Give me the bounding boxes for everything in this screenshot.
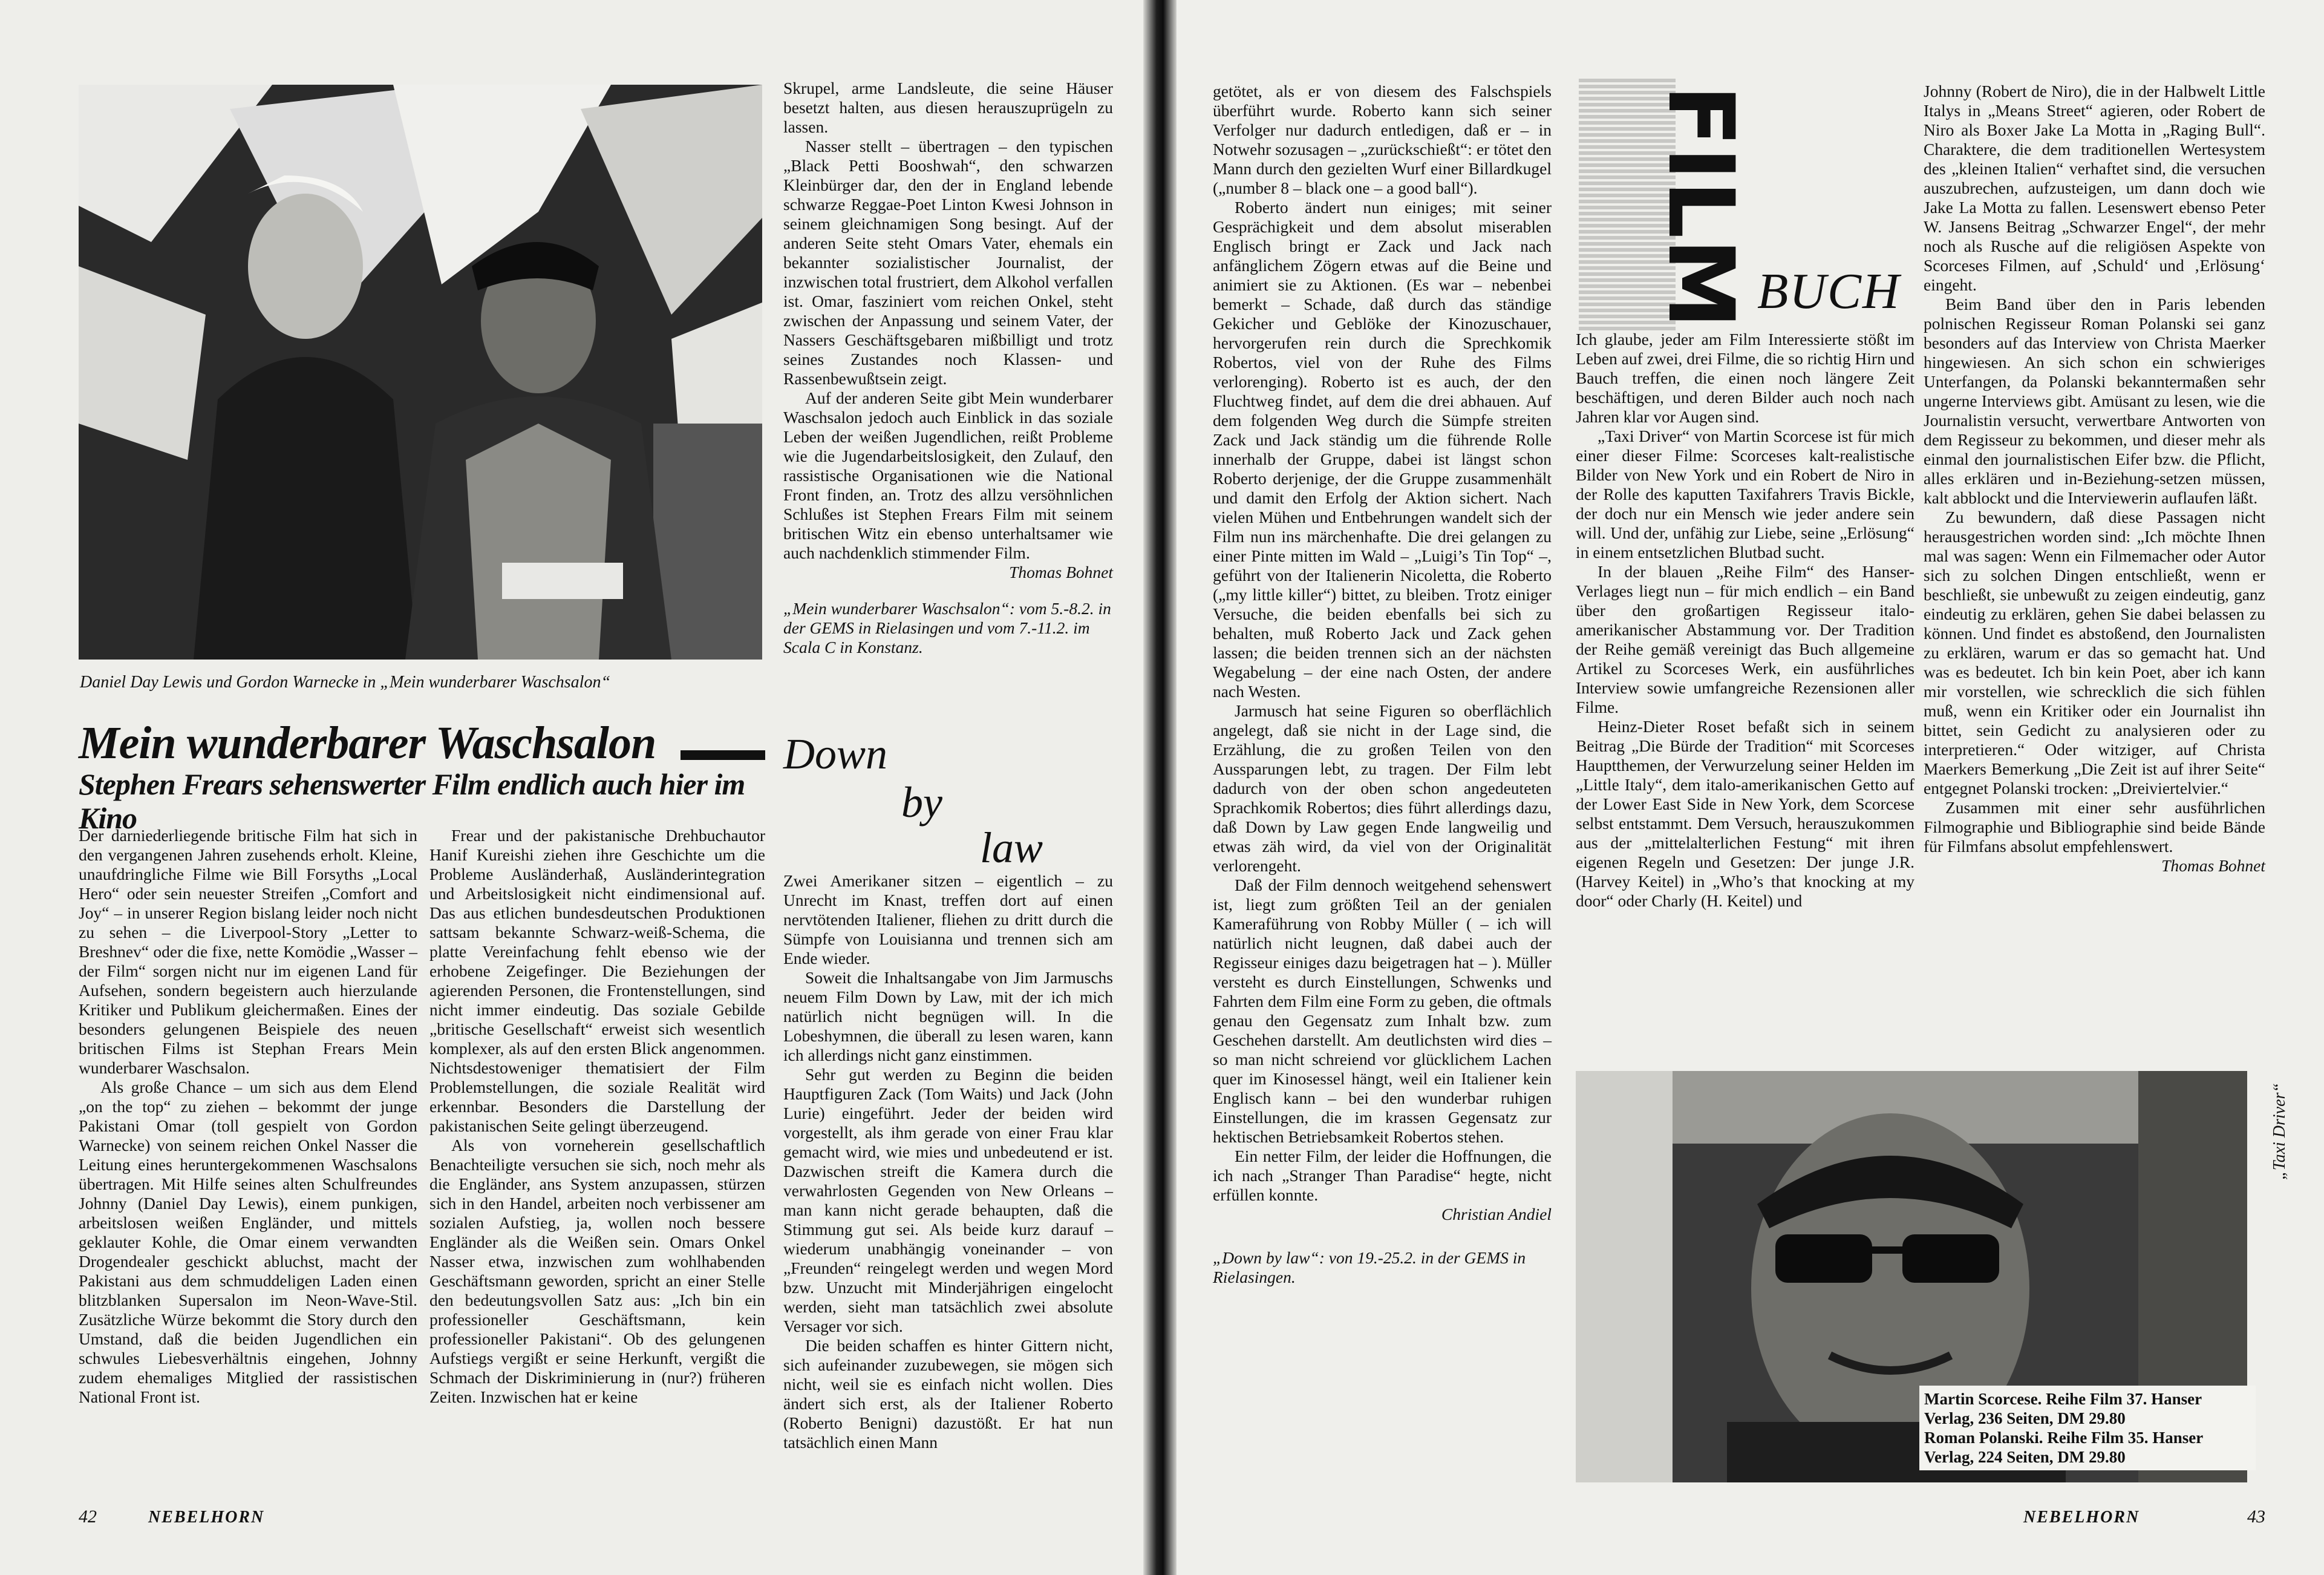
paragraph: „Taxi Driver“ von Martin Scorcese ist für mich einer dieser Filme: Scorceses kalt-realistische Bilder von New York und ein Robert de Niro in der Rolle des kaputten Taxifahrers Travis Bickle, der doch nur ein Mensch wie jeder andere sein will. Und der, unfähig zur Liebe, seine „Erlösung“ in einem entsetzlichen Blutbad sucht.	[1576, 427, 1914, 562]
screening-note: „Mein wunderbarer Waschsalon“: vom 5.-8.2. in der GEMS in Rielasingen und vom 7.-11.2. im Scala C in Konstanz.	[783, 599, 1111, 657]
headline-rule	[681, 750, 765, 760]
right-page	[1177, 0, 2324, 1575]
article-subheadline: Stephen Frears sehenswerter Film endlich auch hier im Kino	[79, 767, 745, 835]
book-info-polanski: Roman Polanski. Reihe Film 35. Hanser Verlag, 224 Seiten, DM 29.80	[1924, 1429, 2203, 1466]
page-number: 43	[2247, 1507, 2265, 1527]
buch-column-2	[1924, 82, 2265, 876]
magazine-name: NEBELHORN	[148, 1508, 265, 1527]
paragraph: Ich glaube, jeder am Film Interessierte stößt im Leben auf zwei, drei Filme, die so richtig Hirn und Bauch treffen, die einen noch längere Zeit beschäftigen, und deren Bilder auch noch nach Jahren klar vor Augen sind.	[1576, 330, 1914, 426]
paragraph: getötet, als er von diesem des Falschspiels überführt wurde. Roberto kann sich seiner Verfolger nur dadurch entledigen, daß er – in Notwehr sozusagen – „zurückschießt“: er tötet den Mann durch den gezielten Wurf einer Billardkugel („number 8 – black one – a good ball“).	[1213, 82, 1552, 197]
page-gutter	[1143, 0, 1177, 1575]
paragraph: Jarmusch hat seine Figuren so oberflächlich angelegt, daß sie nicht in der Lage sind, die Erzählung, die zu großen Teilen von den Aussparungen lebt, zu tragen. Der Film lebt dadurch von der oben schon angedeuteten Sprachkomik Robertos; dies führt allerdings dazu, daß Down by Law gegen Ende langweilig und etwas zäh wird, da viel von der Originalität verlorengeht.	[1213, 701, 1552, 875]
taxi-driver-caption: „Taxi Driver“	[2270, 1082, 2289, 1180]
paragraph: Sehr gut werden zu Beginn die beiden Hauptfiguren Zack (Tom Waits) und Jack (John Lurie) eingeführt. Jeder der beiden wird vorgestellt, als ihm gerade von einer Frau klar gemacht wird, wie mies und unbedeutend er ist. Dazwischen streift die Kamera durch die verwahrlosten Gegenden von New Orleans – man kann nicht gerade behaupten, daß die Stimmung gut sei. Als beide kurz darauf – wiederum unabhängig voneinander – von „Freunden“ reingelegt werden und wegen Mord bzw. Unzucht mit Minderjährigen eingelocht werden, sieht man tatsächlich zwei absolute Versager vor sich.	[783, 1065, 1113, 1335]
paragraph: Der darniederliegende britische Film hat sich in den vergangenen Jahren zusehends erholt. Kleine, unaufdringliche Filme wie Bill Forsyths „Local Hero“ oder sein neuester Streifen „Comfort and Joy“ – in unserer Region bislang leider noch nicht zu sehen – die Liverpool-Story „Letter to Breshnev“ oder die fixe, nette Komödie „Wasser – der Film“ sorgen nicht nur im eigenen Land für Aufsehen, sondern begeistern auch hierzulande Kritiker und Publikum gleichermaßen. Eines der besonders gelungenen Beispiele des neuen britischen Films ist Stephan Frears Mein wunderbarer Waschsalon.	[79, 826, 417, 1077]
paragraph: Auf der anderen Seite gibt Mein wunderbarer Waschsalon jedoch auch Einblick in das soziale Leben der weißen Jugendlichen, reißt Probleme wie die Jugendarbeitslosigkeit, den Zulauf, den rassistische Organisationen wie die National Front finden, an. Trotz des allzu versöhnlichen Schlußes ist Stephen Frears Film mit seinem britischen Witz ein ebenso unterhaltsamer wie auch nachdenklich stimmender Film.	[783, 388, 1113, 562]
down-by-law-column-2	[1213, 82, 1552, 1287]
paragraph: Heinz-Dieter Roset befaßt sich in seinem Beitrag „Die Bürde der Tradition“ mit Scorceses Hauptthemen, der Verwurzelung seiner Helden im „Little Italy“, dem italo-amerikanischen Getto auf der Lower East Side in New York, dem Scorcese selbst entstammt. Dem Versuch, herauszukommen aus der „mittelalterlichen Festung“ mit ihren eigenen Regeln und Gesetzen: Der junge J.R. (Harvey Keitel) in „Who’s that knocking at my door“ oder Charly (H. Keitel) und	[1576, 717, 1914, 910]
paragraph: Frear und der pakistanische Drehbuchautor Hanif Kureishi ziehen ihre Geschichte um die Probleme Ausländerhaß, Ausländerintegration und Arbeitslosigkeit nicht eindimensional auf. Das aus etlichen bundesdeutschen Produktionen sattsam bekannte Schwarz-weiß-Schema, die platte Vereinfachung fehlt ebenso wie der erhobene Zeigefinger. Die Beziehungen der agierenden Personen, die Frontenstellungen, sind nicht immer eindeutig. Das soziale Gebilde „britische Gesellschaft“ erweist sich wesentlich komplexer, als auf den ersten Blick angenommen. Nichtsdestoweniger thematisiert der Film Problemstellungen, die soziale Realität wird erkennbar. Besonders die Darstellung der pakistanischen Seite gelingt überzeugend.	[429, 826, 765, 1135]
book-info-box	[1919, 1386, 2256, 1470]
buch-title: BUCH	[1757, 263, 1901, 319]
left-page	[0, 0, 1143, 1575]
paragraph: Daß der Film dennoch weitgehend sehenswert ist, liegt zum größten Teil an der genialen Kameraführung von Robby Müller ( – ich will natürlich nicht leugnen, daß dabei auch der Regisseur einiges dazu beigetragen hat – ). Müller versteht es durch Einstellungen, Schwenks und Fahrten dem Film eine Form zu geben, die oftmals genau den Gegensatz zum Inhalt bzw. zum Geschehen darstellt. Am deutlichsten wird dies – so man nicht schreiend vor glücklichem Lachen quer im Kinosessel hängt, weil ein Italiener kein Englisch kann – bei den wunderbar ruhigen Einstellungen, die im krassen Gegensatz zur hektischen Betriebsamkeit Robertos stehen.	[1213, 876, 1552, 1146]
paragraph: Skrupel, arme Landsleute, die seine Häuser besetzt halten, aus diesen herauszuprügeln zu lassen.	[783, 79, 1113, 136]
buch-column-1	[1576, 330, 1914, 911]
film-section-logo	[1579, 79, 1753, 333]
paragraph: Nasser stellt – übertragen – den typischen „Black Petti Booshwah“, den schwarzen Kleinbürger dar, den der in England lebende schwarze Reggae-Poet Linton Kwesi Johnson in seinem gleichnamigen Song besingt. Auf der anderen Seite steht Omars Vater, ehemals ein bekannter sozialistischer Journalist, der inzwischen total frustriert, dem Alkohol verfallen ist. Omar, fasziniert vom reichen Onkel, steht zwischen der Anpassung und seinem Vater, der Nassers Geschäftsgebaren mißbilligt und trotz seines Zustandes noch Klassen- und Rassenbewußtsein zeigt.	[783, 137, 1113, 388]
paragraph: In der blauen „Reihe Film“ des Hanser-Verlages liegt nun – für mich endlich – ein Band über den großartigen Regisseur italo-amerikanischer Abstammung vor. Der Tradition der Reihe gemäß vereinigt das Buch allgemeine Artikel zu Scorceses Werk, ein ausführliches Interview sowie umfangreiche Rezensionen aller Filme.	[1576, 562, 1914, 716]
down-by-law-column-1	[783, 871, 1113, 1452]
author-signature: Thomas Bohnet	[1009, 563, 1113, 581]
down-by-law-title-law: law	[980, 824, 1043, 872]
paragraph: Zu bewundern, daß diese Passagen nicht herausgestrichen worden sind: „Ich möchte Ihnen mal was sagen: Wenn ein Filmemacher oder Autor sich zu solchen Dingen entschließt, wenn er beschließt, sie unbewußt zu zeigen eindeutig, ganz eindeutig zu erklären, gehen Sie dabei belassen zu können. Und findet es abstoßend, den Journalisten zu erklären, warum er das so gemacht hat. Und was es bedeutet. Ich bin kein Poet, aber ich kann mir vorstellen, wie schrecklich die sich fühlen muß, wenn ein Kritiker oder ein Journalist ihn bittet, sein Gedicht zu analysieren oder zu interpretieren.“ Oder witziger, auf Christa Maerkers Bemerkung „Die Zeit ist auf ihrer Seite“ entgegnet Polanski trocken: „Dreiviertelvier.“	[1924, 508, 2265, 797]
paragraph: Beim Band über den in Paris lebenden polnischen Regisseur Roman Polanski sei ganz besonders auf das Interview von Christa Maerker hingewiesen. An sich schon ein schwieriges Unterfangen, da Polanski bekanntermaßen sehr ungerne Interviews gibt. Amüsant zu lesen, wie die Journalistin versucht, verwertbare Antworten von dem Regisseur zu bekommen, und dieser mehr als einmal den journalistischen Eifer bzw. die Pflicht, alles erklären und in-Beziehung-setzen müssen, kalt abblockt und die Interviewerin auflaufen läßt.	[1924, 295, 2265, 507]
paragraph: Die beiden schaffen es hinter Gittern nicht, sich aufeinander zuzubewegen, sie mögen sich nicht, weil sie es einfach nicht wollen. Dies ändert sich erst, als der Italiener Roberto (Roberto Benigni) dazustößt. Er hat nun tatsächlich einen Mann	[783, 1336, 1113, 1452]
waschsalon-column-2	[429, 826, 765, 1407]
waschsalon-column-1	[79, 826, 417, 1407]
down-by-law-title-by: by	[901, 778, 942, 827]
down-by-law-title-down: Down	[783, 730, 888, 778]
paragraph: Zwei Amerikaner sitzen – eigentlich – zu Unrecht im Knast, treffen dort auf einen nervtötenden Italiener, fliehen zu dritt durch die Sümpfe von Louisianna und trennen sich am Ende wieder.	[783, 871, 1113, 968]
paragraph: Soweit die Inhaltsangabe von Jim Jarmuschs neuem Film Down by Law, mit der ich mich natürlich nicht begnügen will. In die Lobeshymnen, die überall zu lesen waren, kann ich allerdings nicht ganz einstimmen.	[783, 968, 1113, 1064]
paragraph: Als von vorneherein gesellschaftlich Benachteiligte versuchen sie sich, noch mehr als die Engländer, ans System anzupassen, stürzen sich in den Handel, arbeiten noch verbissener am sozialen Aufstieg, ja, wollen noch bessere Engländer als die Weißen sein. Omars Onkel Nasser etwa, inzwischen zum wohlhabenden Geschäftsmann geworden, spricht an einer Stelle den bedeutungsvollen Satz aus: „Ich bin ein professioneller Geschäftsmann, kein professioneller Pakistani“. Ob des gelungenen Aufstiegs vergißt er seine Herkunft, vergißt die Schmach der Diskriminierung in (nur?) früheren Zeiten. Inzwischen hat er keine	[429, 1136, 765, 1406]
page-number: 42	[79, 1507, 97, 1527]
author-signature: Thomas Bohnet	[2161, 856, 2265, 875]
waschsalon-column-3	[783, 79, 1113, 657]
article-headline: Mein wunderbarer Waschsalon	[79, 718, 656, 768]
photo-caption: Daniel Day Lewis und Gordon Warnecke in „Mein wunderbarer Waschsalon“	[80, 673, 611, 692]
paragraph: Johnny (Robert de Niro), die in der Halbwelt Little Italys in „Means Street“ agieren, oder Robert de Niro als Boxer Jake La Motta in „Raging Bull“. Charaktere, die dem traditionellen Wertesystem des „kleinen Italien“ verhaftet sind, die versuchen auszubrechen, aufzusteigen, um dann doch wie Jake La Motta zu fallen. Lesenswert ebenso Peter W. Jansens Beitrag „Schwarzer Engel“, der mehr noch als Rusche auf die religiösen Aspekte von Scorceses Filmen, auf ‚Schuld‘ und ‚Erlösung‘ eingeht.	[1924, 82, 2265, 294]
author-signature: Christian Andiel	[1441, 1205, 1552, 1223]
screening-note: „Down by law“: von 19.-25.2. in der GEMS in Rielasingen.	[1213, 1248, 1526, 1286]
paragraph: Als große Chance – um sich aus dem Elend „on the top“ zu ziehen – bekommt der junge Pakistani Omar (toll gespielt von Gordon Warnecke) von seinem reichen Onkel Nasser die Leitung eines heruntergekommenen Waschsalons übertragen. Mit Hilfe seines alten Schulfreundes Johnny (Daniel Day Lewis), einem punkigen, arbeitslosen weißen Engländer, und mittels geklauter Kohle, die Omar einem verwandten Drogendealer geschickt abluchst, macht der Pakistani aus dem schmuddeligen Laden einen blitzblanken Supersalon im Neon-Wave-Stil. Zusätzliche Würze bekommt die Story durch den Umstand, daß die beiden Jugendlichen ein schwules Liebesverhältnis eingehen, Johnny zudem ehemaliges Mitglied der rassistischen National Front ist.	[79, 1078, 417, 1406]
paragraph: Ein netter Film, der leider die Hoffnungen, die ich nach „Stranger Than Paradise“ hegte, nicht erfüllen konnte.	[1213, 1147, 1552, 1204]
magazine-name: NEBELHORN	[2023, 1508, 2140, 1527]
paragraph: Roberto ändert nun einiges; mit seiner Gesprächigkeit und dem absolut miserablen Englisch bringt er Zack und Jack nach anfänglichem Zögern etwas auf die Beine und animiert sie zu Aktionen. (Es war – nebenbei bemerkt – Schade, daß durch das ständige Gekicher und Geblöke der Kinozuschauer, hervorgerufen rein durch die Sprechkomik Robertos, viel von der Ruhe des Films verlorenging). Roberto ist es auch, der den Fluchtweg findet, auf dem die drei abhauen. Auf dem folgenden Weg durch die Sümpfe streiten Zack und Jack ständig um die führende Rolle innerhalb der Gruppe, dabei ist längst schon Roberto derjenige, der die Gruppe zusammenhält und damit den Erfolg der Aktion sichert. Nach vielen Mühen und Entbehrungen wandelt sich der Film nun ins märchenhafte. Die drei gelangen zu einer Pinte mitten im Wald – „Luigi’s Tin Top“ –, geführt von der Italienerin Nicoletta, die Roberto („my little killer“) bittet, zu bleiben. Trotz einiger Versuche, die beiden ebenfalls bei sich zu behalten, muß Roberto Jack und Zack gehen lassen; die beiden trennen sich an der nächsten Wegabelung – der eine nach Osten, der andere nach Westen.	[1213, 198, 1552, 701]
paragraph: Zusammen mit einer sehr ausführlichen Filmographie und Bibliographie sind beide Bände für Filmfans absolut empfehlenswert.	[1924, 798, 2265, 856]
book-info-scorcese: Martin Scorcese. Reihe Film 37. Hanser Verlag, 236 Seiten, DM 29.80	[1924, 1390, 2202, 1427]
film-logo-text: FILM	[1648, 85, 1753, 329]
waschsalon-photo	[79, 85, 762, 660]
